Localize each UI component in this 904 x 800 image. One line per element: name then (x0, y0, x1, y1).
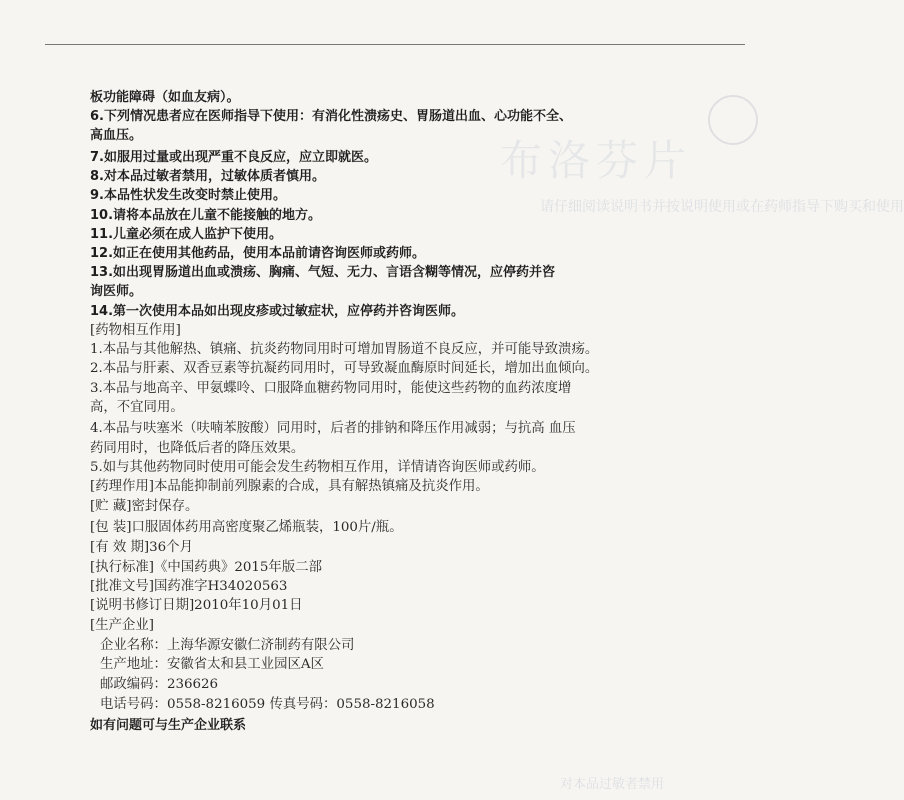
faded-backside-title: 布洛芬片 (500, 136, 693, 185)
text-line-6: 10.请将本品放在儿童不能接触的地方。 (90, 208, 322, 223)
top-rule (45, 44, 745, 45)
text-line-31: 电话号码：0558-8216059 传真号码：0558-8216058 (100, 697, 435, 712)
text-line-27: [生产企业] (90, 618, 155, 633)
text-line-23: [有 效 期]36个月 (90, 540, 193, 555)
text-line-12: [药物相互作用] (90, 323, 181, 338)
text-line-3: 7.如服用过量或出现严重不良反应，应立即就医。 (90, 150, 377, 165)
text-line-8: 12.如正在使用其他药品，使用本品前请咨询医师或药师。 (90, 246, 426, 261)
text-line-4: 8.对本品过敏者禁用，过敏体质者慎用。 (90, 169, 325, 184)
text-line-29: 生产地址：安徽省太和县工业园区A区 (100, 657, 324, 672)
text-line-0: 板功能障碍（如血友病）。 (90, 90, 240, 105)
faded-seal (708, 95, 758, 145)
text-line-14: 2.本品与肝素、双香豆素等抗凝药同用时，可导致凝血酶原时间延长，增加出血倾向。 (90, 361, 599, 376)
text-line-10: 询医师。 (90, 284, 143, 299)
text-line-24: [执行标准]《中国药典》2015年版二部 (90, 560, 322, 575)
text-line-9: 13.如出现胃肠道出血或溃疡、胸痛、气短、无力、言语含糊等情况，应停药并咨 (90, 265, 556, 280)
text-line-19: 5.如与其他药物同时使用可能会发生药物相互作用，详情请咨询医师或药师。 (90, 460, 545, 475)
text-line-21: [贮 藏]密封保存。 (90, 499, 199, 514)
text-line-1: 6.下列情况患者应在医师指导下使用：有消化性溃疡史、胃肠道出血、心功能不全、 (90, 109, 572, 124)
text-line-7: 11.儿童必须在成人监护下使用。 (90, 227, 283, 242)
text-line-11: 14.第一次使用本品如出现皮疹或过敏症状，应停药并咨询医师。 (90, 304, 465, 319)
text-line-5: 9.本品性状发生改变时禁止使用。 (90, 188, 286, 203)
text-line-32: 如有问题可与生产企业联系 (90, 718, 247, 733)
text-line-25: [批准文号]国药准字H34020563 (90, 579, 288, 594)
text-line-20: [药理作用]本品能抑制前列腺素的合成，具有解热镇痛及抗炎作用。 (90, 479, 489, 494)
text-line-22: [包 装]口服固体药用高密度聚乙烯瓶装，100片/瓶。 (90, 520, 403, 535)
text-line-2: 高血压。 (90, 128, 143, 143)
text-line-16: 高，不宜同用。 (90, 400, 184, 415)
text-line-18: 药同用时，也降低后者的降压效果。 (90, 441, 305, 456)
text-line-28: 企业名称：上海华源安徽仁济制药有限公司 (100, 638, 355, 653)
text-line-15: 3.本品与地高辛、甲氨蝶呤、口服降血糖药物同用时，能使这些药物的血药浓度增 (90, 381, 572, 396)
faded-backside-subtitle: 请仔细阅读说明书并按说明使用或在药师指导下购买和使用 (540, 199, 904, 215)
text-line-26: [说明书修订日期]2010年10月01日 (90, 598, 303, 613)
text-line-13: 1.本品与其他解热、镇痛、抗炎药物同用时可增加胃肠道不良反应，并可能导致溃疡。 (90, 342, 599, 357)
text-line-30: 邮政编码：236626 (100, 677, 219, 692)
faded-backside-footer: 对本品过敏者禁用 (560, 777, 665, 792)
text-line-17: 4.本品与呋塞米（呋喃苯胺酸）同用时，后者的排钠和降压作用减弱；与抗高 血压 (90, 421, 576, 436)
